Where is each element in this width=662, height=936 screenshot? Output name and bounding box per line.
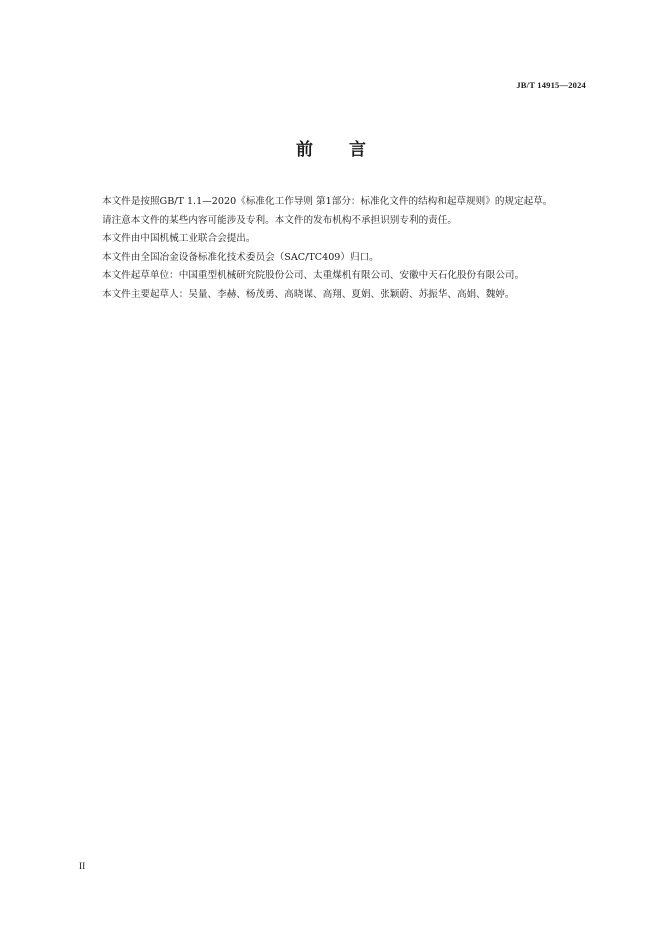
paragraph-administrator: 本文件由全国冶金设备标准化技术委员会（SAC/TC409）归口。	[102, 251, 379, 263]
page-number: II	[79, 862, 86, 872]
page-title: 前言	[296, 140, 402, 160]
paragraph-drafting-units: 本文件起草单位：中国重型机械研究院股份公司、太重煤机有限公司、安徽中天石化股份有限公司。	[102, 270, 525, 281]
paragraph-drafters: 本文件主要起草人：吴量、李赫、杨茂勇、高晓谋、高翔、夏娟、张颖蔚、苏振华、高娟、魏婷。	[102, 288, 515, 300]
paragraph-patent-notice: 请注意本文件的某些内容可能涉及专利。本文件的发布机构不承担识别专利的责任。	[102, 214, 457, 226]
standard-number: JB/T 14915—2024	[516, 80, 586, 90]
paragraph-drafting-rules: 本文件是按照GB/T 1.1—2020《标准化工作导则 第1部分：标准化文件的结构和起草规则》的规定起草。	[102, 196, 553, 207]
paragraph-proposer: 本文件由中国机械工业联合会提出。	[102, 233, 256, 244]
foreword-body	[82, 193, 600, 304]
